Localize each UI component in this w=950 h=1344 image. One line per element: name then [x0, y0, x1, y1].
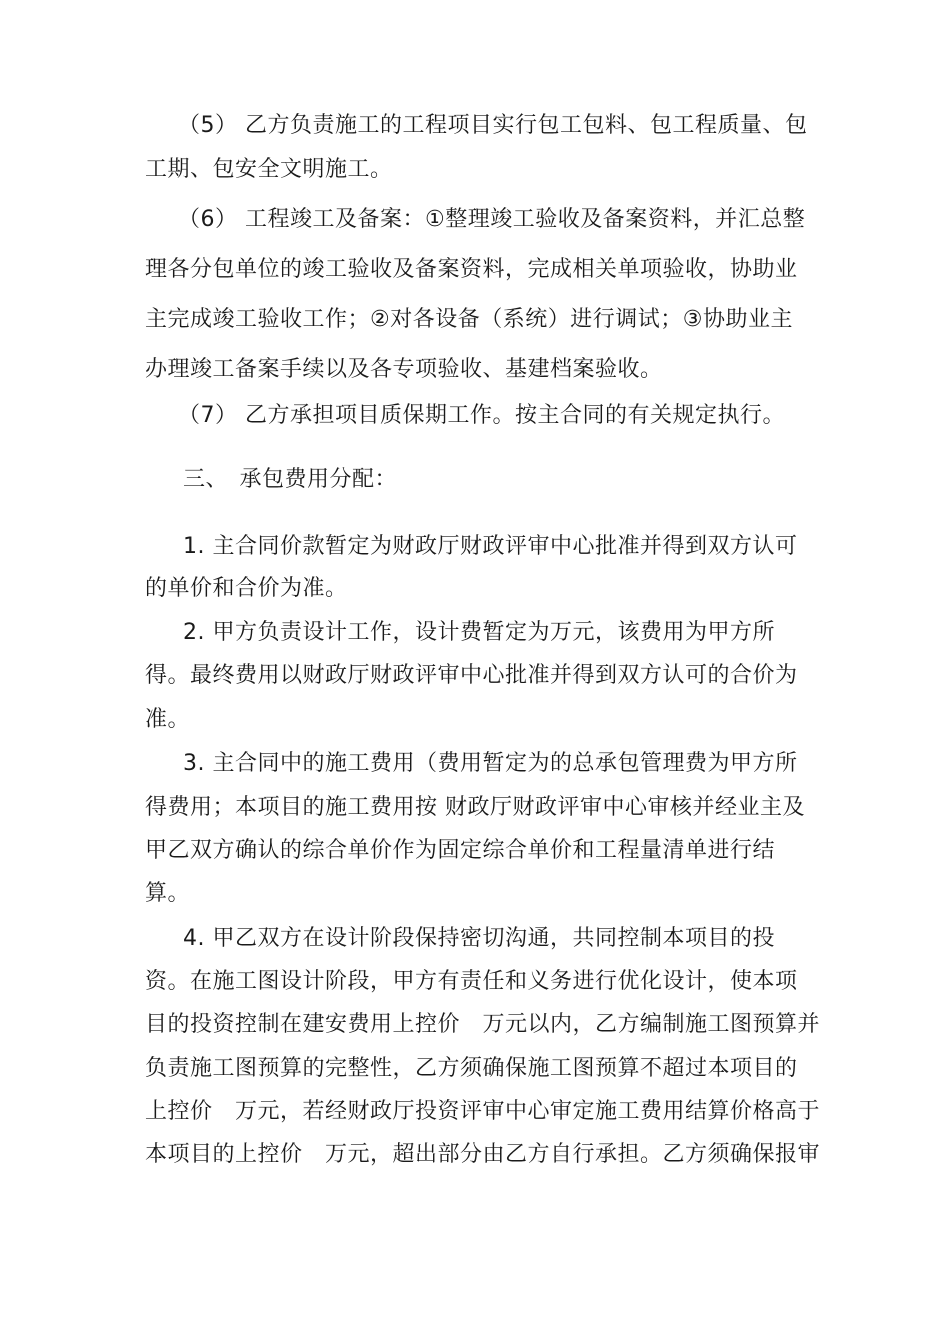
- text-line: 得费用；本项目的施工费用按 财政厅财政评审中心审核并经业主及: [145, 795, 805, 820]
- text-line: （6） 工程竣工及备案：①整理竣工验收及备案资料，并汇总整: [178, 207, 806, 232]
- text-line: 的单价和合价为准。: [145, 576, 348, 601]
- text-line: 4. 甲乙双方在设计阶段保持密切沟通，共同控制本项目的投: [183, 926, 775, 951]
- text-line: 理各分包单位的竣工验收及备案资料，完成相关单项验收，协助业: [145, 257, 798, 282]
- text-line: 目的投资控制在建安费用上控价 万元以内，乙方编制施工图预算并: [145, 1012, 821, 1037]
- text-line: 准。: [145, 707, 191, 732]
- text-line: 得。最终费用以财政厅财政评审中心批准并得到双方认可的合价为: [145, 663, 798, 688]
- text-line: 2. 甲方负责设计工作，设计费暂定为万元，该费用为甲方所: [183, 620, 775, 645]
- text-line: 本项目的上控价 万元，超出部分由乙方自行承担。乙方须确保报审: [145, 1142, 821, 1167]
- text-line: 算。: [145, 881, 191, 906]
- text-line: 负责施工图预算的完整性，乙方须确保施工图预算不超过本项目的: [145, 1056, 798, 1081]
- section-heading: 三、 承包费用分配：: [183, 467, 398, 492]
- text-line: 1. 主合同价款暂定为财政厅财政评审中心批准并得到双方认可: [183, 534, 798, 559]
- text-line: （5） 乙方负责施工的工程项目实行包工包料、包工程质量、包: [178, 113, 808, 138]
- text-line: （7） 乙方承担项目质保期工作。按主合同的有关规定执行。: [178, 403, 785, 428]
- text-line: 主完成竣工验收工作；②对各设备（系统）进行调试；③协助业主: [145, 307, 793, 332]
- text-line: 工期、包安全文明施工。: [145, 157, 393, 182]
- text-line: 3. 主合同中的施工费用（费用暂定为的总承包管理费为甲方所: [183, 751, 798, 776]
- text-line: 资。在施工图设计阶段，甲方有责任和义务进行优化设计，使本项: [145, 969, 798, 994]
- text-line: 甲乙双方确认的综合单价作为固定综合单价和工程量清单进行结: [145, 838, 776, 863]
- text-line: 上控价 万元，若经财政厅投资评审中心审定施工费用结算价格高于: [145, 1099, 821, 1124]
- text-line: 办理竣工备案手续以及各专项验收、基建档案验收。: [145, 357, 663, 382]
